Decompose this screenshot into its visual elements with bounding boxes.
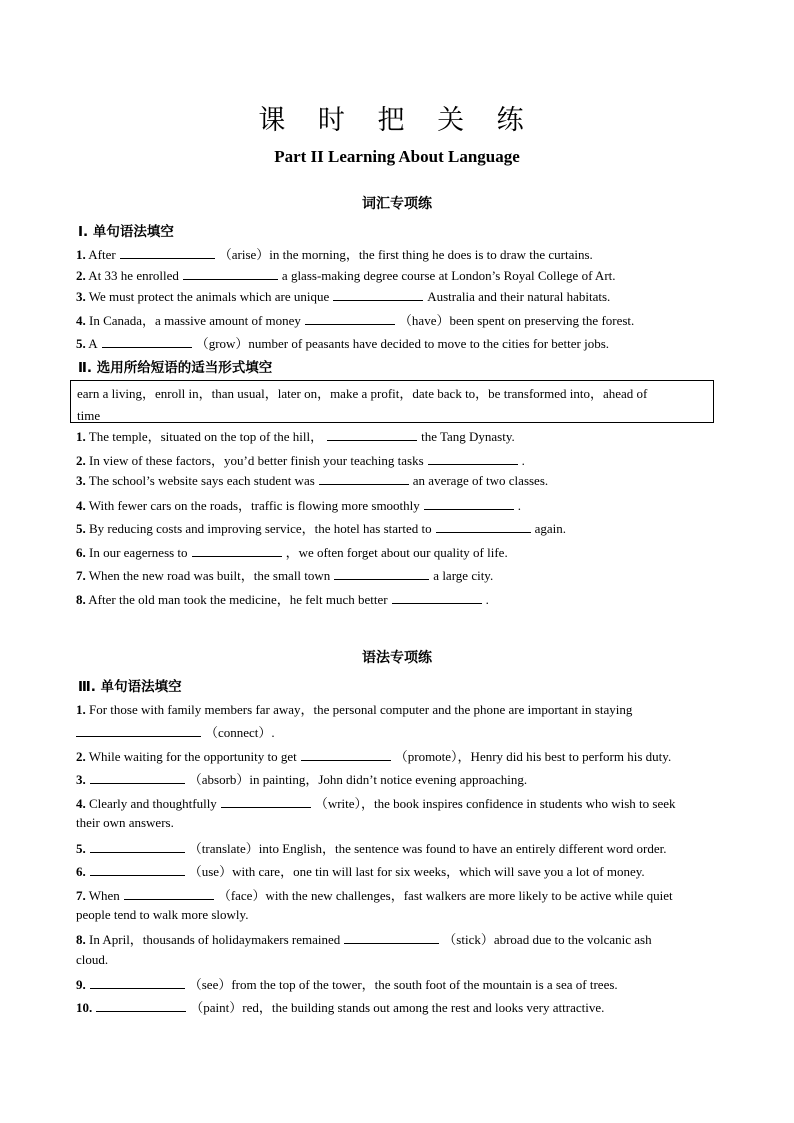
s2-question-3: 3. The school’s website says each student was an average of two classes. [76,473,549,488]
s3-question-1: 1. For those with family members far away，the personal computer and the phone are important in staying [76,702,633,717]
s3-question-2: 2. While waiting for the opportunity to get （promote），Henry did his best to perform his duty. [76,749,672,764]
answer-blank[interactable] [90,976,185,989]
answer-blank[interactable] [120,246,215,259]
answer-blank[interactable] [221,795,311,808]
part-title: Part II Learning About Language [274,147,520,166]
s2-question-7: 7. When the new road was built，the small town a large city. [76,568,494,583]
answer-blank[interactable] [333,288,423,301]
answer-blank[interactable] [90,771,185,784]
answer-blank[interactable] [124,887,214,900]
answer-blank[interactable] [301,748,391,761]
s3-question-6: 6. （use）with care，one tin will last for six weeks，which will save you a lot of money. [76,864,645,879]
s3-question-10: 10. （paint）red，the building stands out among the rest and looks very attractive. [76,1000,605,1015]
answer-blank[interactable] [428,452,518,465]
s1-question-1: 1. After （arise）in the morning，the first thing he does is to draw the curtains. [76,247,593,262]
s3-question-8: 8. In April，thousands of holidaymakers remained （stick）abroad due to the volcanic ash [76,932,652,947]
answer-blank[interactable] [305,312,395,325]
answer-blank[interactable] [192,544,282,557]
vocab-section-title: 词汇专项练 [362,196,432,212]
answer-blank[interactable] [76,724,201,737]
phrase-box [70,380,714,423]
answer-blank[interactable] [334,567,429,580]
answer-blank[interactable] [392,591,482,604]
s3-question-7: 7. When （face）with the new challenges，fast walkers are more likely to be active while quiet [76,888,673,903]
answer-blank[interactable] [183,267,278,280]
answer-blank[interactable] [436,520,531,533]
s3-question-3: 3. （absorb）in painting，John didn’t notice evening approaching. [76,772,528,787]
phrase-list: earn a living，enroll in，than usual，later on，make a profit，date back to，be transformed into，ahead of [77,386,648,401]
answer-blank[interactable] [102,335,192,348]
s3-question-4-cont: their own answers. [76,815,174,830]
answer-blank[interactable] [90,840,185,853]
s2-question-6: 6. In our eagerness to ，we often forget about our quality of life. [76,545,508,560]
s3-question-9: 9. （see）from the top of the tower，the south foot of the mountain is a sea of trees. [76,977,618,992]
s2-question-5: 5. By reducing costs and improving service，the hotel has started to again. [76,521,567,536]
s1-question-4: 4. In Canada，a massive amount of money （have）been spent on preserving the forest. [76,313,635,328]
answer-blank[interactable] [96,999,186,1012]
section-3-heading: Ⅲ. 单句语法填空 [78,679,182,695]
s3-question-7-cont: people tend to walk more slowly. [76,907,249,922]
phrase-list-cont: time [77,408,101,423]
grammar-section-title: 语法专项练 [362,650,432,666]
s3-question-8-cont: cloud. [76,952,109,967]
s2-question-4: 4. With fewer cars on the roads，traffic is flowing more smoothly . [76,498,522,513]
s2-question-8: 8. After the old man took the medicine，he felt much better . [76,592,489,607]
section-1-heading: Ⅰ. 单句语法填空 [78,224,174,240]
answer-blank[interactable] [424,497,514,510]
s3-question-4: 4. Clearly and thoughtfully （write），the book inspires confidence in students who wish to seek [76,796,676,811]
answer-blank[interactable] [344,931,439,944]
answer-blank[interactable] [327,428,417,441]
s2-question-1: 1. The temple，situated on the top of the hill， the Tang Dynasty. [76,429,515,444]
section-2-heading: Ⅱ. 选用所给短语的适当形式填空 [78,360,273,376]
s3-question-1-cont: （connect）. [76,722,720,741]
answer-blank[interactable] [319,472,409,485]
page-title: 课 时 把 关 练 [258,105,536,136]
s1-question-5: 5. A （grow）number of peasants have decided to move to the cities for better jobs. [76,336,610,351]
s3-question-5: 5. （translate）into English，the sentence was found to have an entirely different word order. [76,841,667,856]
answer-blank[interactable] [90,863,185,876]
s2-question-2: 2. In view of these factors，you’d better finish your teaching tasks . [76,453,525,468]
s1-question-3: 3. We must protect the animals which are unique Australia and their natural habitats. [76,289,611,304]
s1-question-2: 2. At 33 he enrolled a glass-making degree course at London’s Royal College of Art. [76,268,616,283]
